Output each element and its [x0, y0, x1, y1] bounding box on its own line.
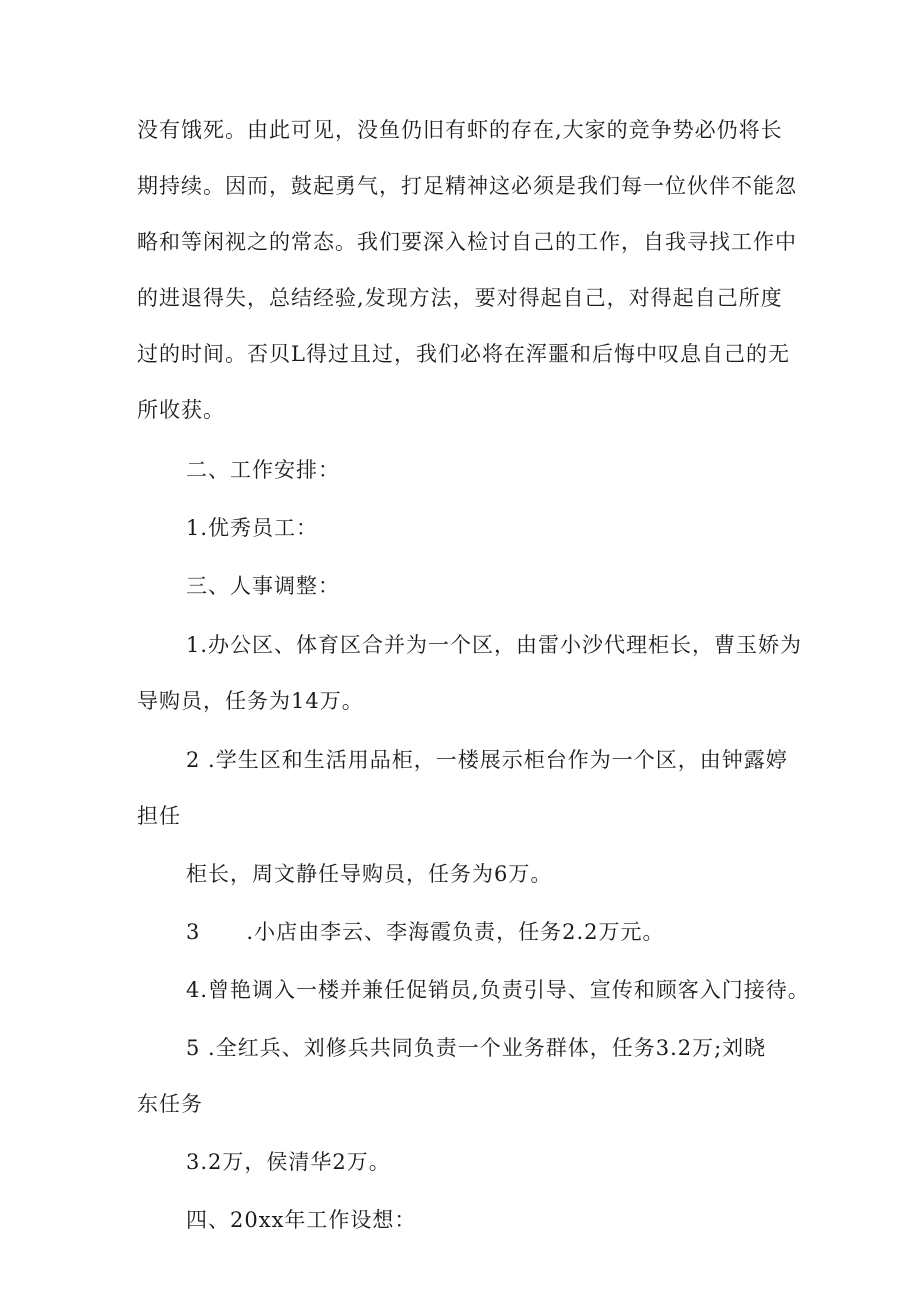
- section-heading-plans: 四、20xx年工作设想：: [186, 1208, 417, 1232]
- section-heading-personnel: 三、人事调整：: [186, 574, 340, 598]
- list-item-outstanding-staff: 1.优秀员工：: [186, 516, 319, 540]
- paragraph-line: 过的时间。否贝L得过且过，我们必将在浑噩和后悔中叹息自己的无: [137, 342, 790, 366]
- list-item-continuation: 东任务: [137, 1092, 203, 1116]
- list-item-continuation: 3.2万，侯清华2万。: [186, 1150, 391, 1174]
- list-item: 1.办公区、体育区合并为一个区，由雷小沙代理柜长，曹玉娇为: [186, 633, 803, 657]
- paragraph-line: 略和等闲视之的常态。我们要深入检讨自己的工作，自我寻找工作中: [137, 230, 797, 254]
- list-item-continuation: 担任: [137, 804, 181, 828]
- list-item-continuation: 柜长，周文静任导购员，任务为6万。: [186, 862, 553, 886]
- list-item: 4.曾艳调入一楼并兼任促销员,负责引导、宣传和顾客入门接待。: [186, 978, 810, 1002]
- list-item: 2 .学生区和生活用品柜，一楼展示柜台作为一个区，由钟露婷: [186, 748, 788, 772]
- list-item-continuation: 导购员，任务为14万。: [137, 689, 364, 713]
- paragraph-line: 的进退得失，总结经验,发现方法，要对得起自己，对得起自己所度: [137, 286, 783, 310]
- section-heading-work-arrangement: 二、工作安排：: [186, 458, 340, 482]
- list-item: 3 .小店由李云、李海霞负责，任务2.2万元。: [186, 920, 665, 944]
- list-item: 5 .全红兵、刘修兵共同负责一个业务群体，任务3.2万;刘晓: [186, 1036, 767, 1060]
- paragraph-line: 所收获。: [137, 398, 225, 422]
- paragraph-line: 没有饿死。由此可见，没鱼仍旧有虾的存在,大家的竞争势必仍将长: [137, 118, 783, 142]
- paragraph-line: 期持续。因而，鼓起勇气，打足精神这必须是我们每一位伙伴不能忽: [137, 174, 797, 198]
